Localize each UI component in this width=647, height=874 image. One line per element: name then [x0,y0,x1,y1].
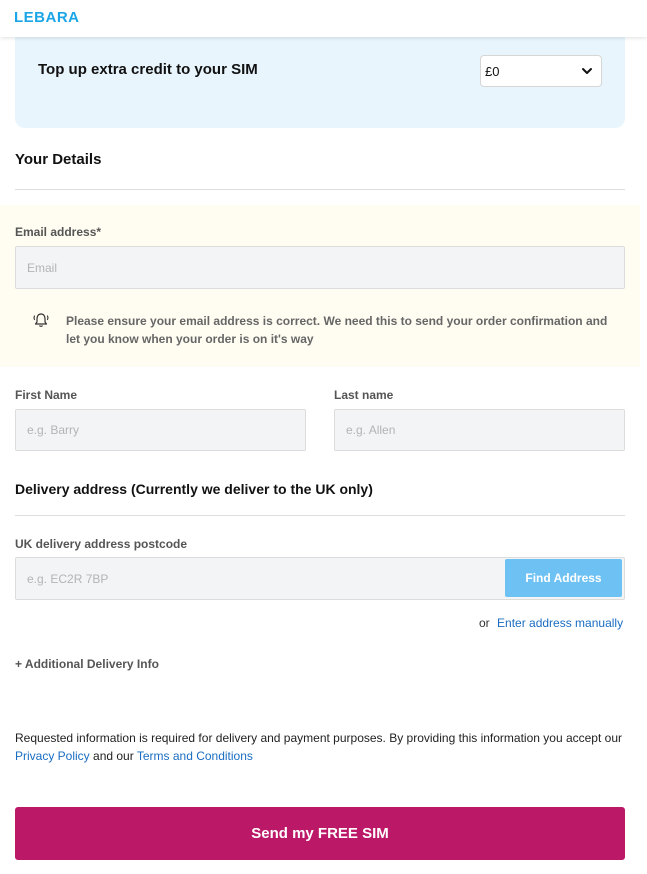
topup-selected-value: £0 [485,64,500,79]
last-name-input[interactable] [334,409,625,451]
legal-text-1: Requested information is required for delivery and payment purposes. By providing this information you accept our [15,731,622,745]
postcode-label: UK delivery address postcode [15,537,188,551]
lebara-logo[interactable]: LEBARA [14,9,80,26]
send-free-sim-button[interactable]: Send my FREE SIM [15,807,625,860]
additional-delivery-info-toggle[interactable]: + Additional Delivery Info [15,657,159,671]
manual-address-row [479,616,623,630]
divider [15,515,625,516]
privacy-policy-link[interactable]: Privacy Policy [15,749,90,763]
topup-label: Top up extra credit to your SIM [38,61,258,78]
last-name-placeholder: e.g. Allen [346,423,396,437]
chevron-down-icon [581,65,593,77]
email-placeholder: Email [27,260,58,275]
last-name-label: Last name [334,388,394,402]
legal-notice [15,729,630,765]
site-header [0,0,647,37]
or-text: or [479,616,490,630]
enter-address-manually-link[interactable]: Enter address manually [497,616,624,630]
first-name-placeholder: e.g. Barry [27,423,80,437]
your-details-title: Your Details [15,151,102,168]
terms-and-conditions-link[interactable]: Terms and Conditions [136,749,253,763]
bell-icon [32,311,50,329]
topup-amount-select[interactable] [480,55,602,87]
first-name-label: First Name [15,388,78,402]
email-label: Email address* [15,225,102,239]
first-name-input[interactable] [15,409,306,451]
legal-text-2: and our [89,749,137,763]
email-notice: Please ensure your email address is correct. We need this to send your order confirmation and let you know when your order is on it's way [66,314,608,346]
topup-panel [15,30,625,128]
delivery-address-title: Delivery address (Currently we deliver to the UK only) [15,481,373,497]
postcode-placeholder: e.g. EC2R 7BP [27,571,109,586]
email-input[interactable] [15,246,625,289]
find-address-button[interactable]: Find Address [505,559,622,597]
divider [15,189,625,190]
